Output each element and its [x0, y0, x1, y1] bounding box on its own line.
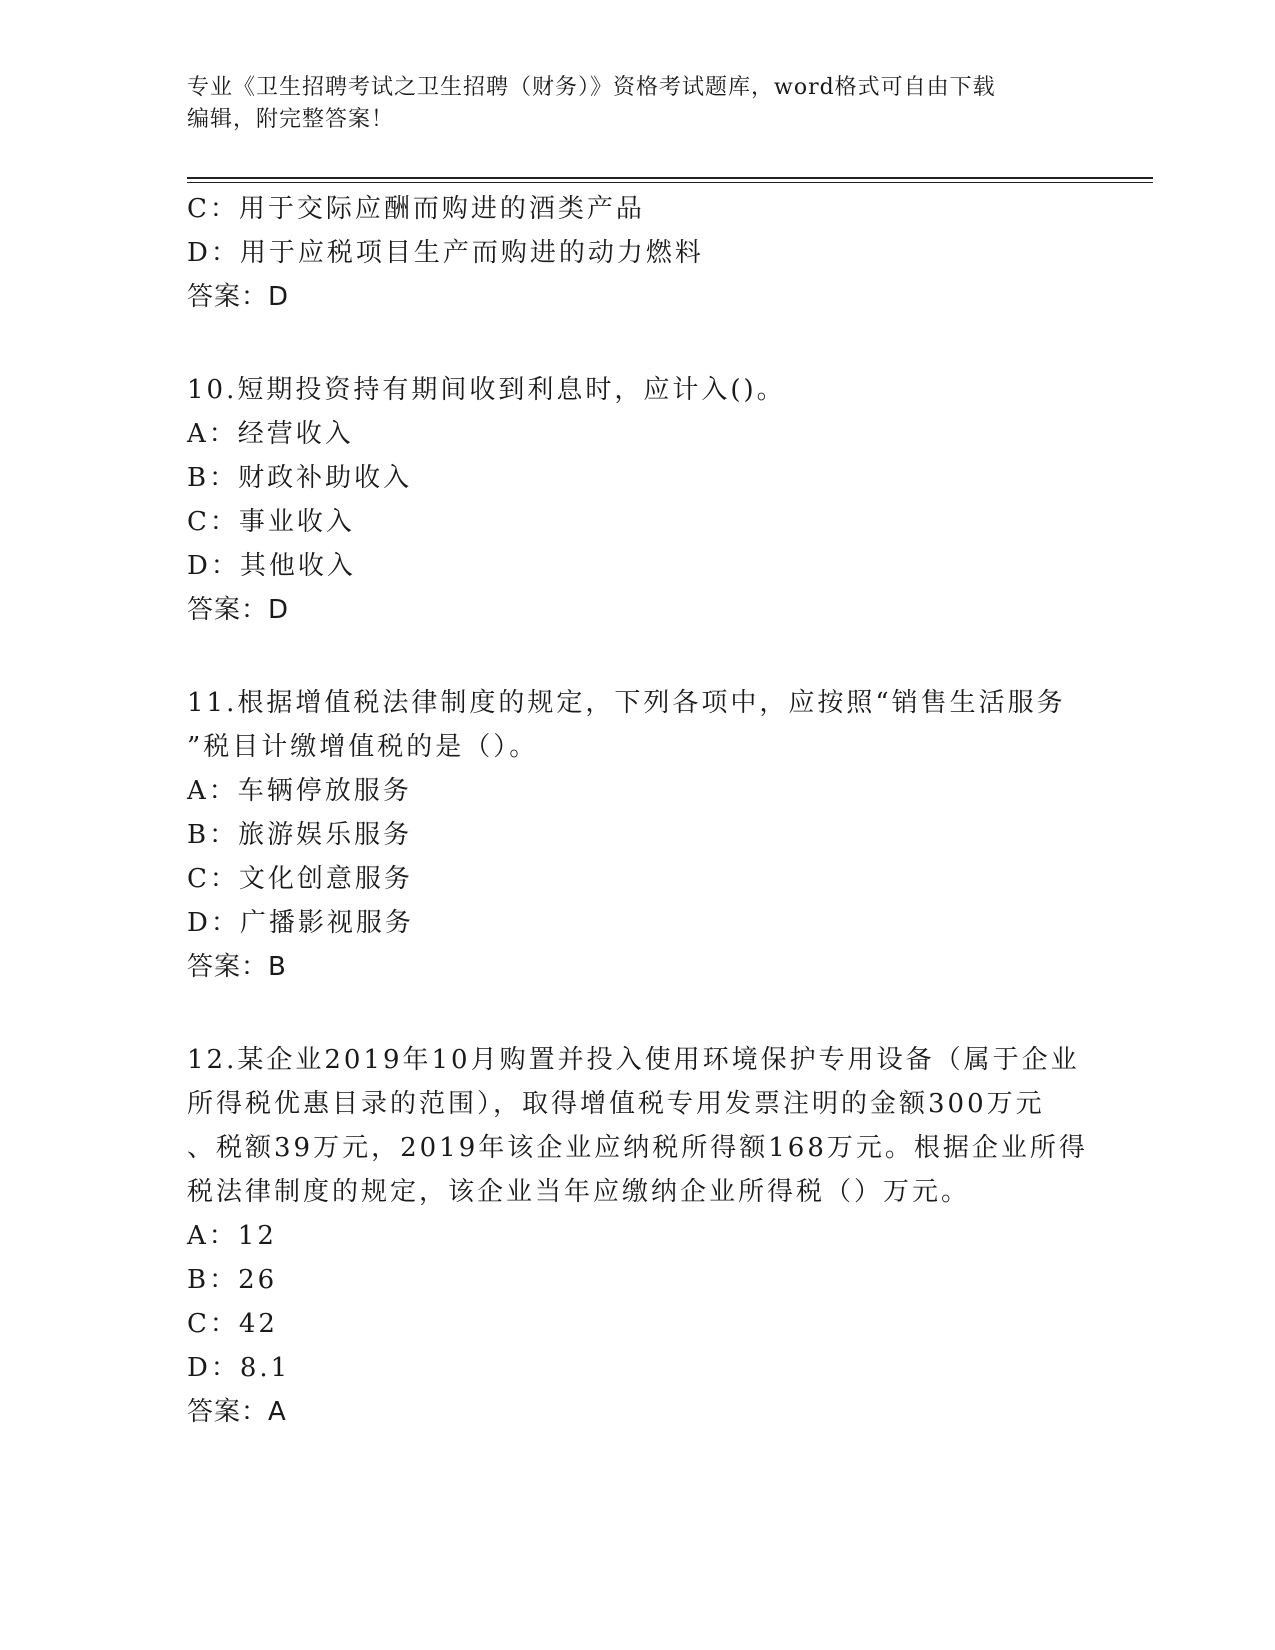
- q11-answer: 答案：B: [187, 952, 287, 982]
- q11-question-line-1: 11.根据增值税法律制度的规定，下列各项中，应按照“销售生活服务: [187, 688, 1066, 718]
- q12-option-b: B：26: [187, 1265, 278, 1295]
- q12-option-a: A：12: [187, 1221, 277, 1251]
- q9-option-c: C：用于交际应酬而购进的酒类产品: [187, 194, 645, 224]
- q12-answer: 答案：A: [187, 1397, 287, 1427]
- header-rule-thick: [187, 177, 1153, 179]
- q10-option-b: B：财政补助收入: [187, 463, 413, 493]
- q10-option-a: A：经营收入: [187, 419, 354, 449]
- q12-question-line-4: 税法律制度的规定，该企业当年应缴纳企业所得税（）万元。: [187, 1177, 971, 1207]
- q12-question-line-3: 、税额39万元，2019年该企业应纳税所得额168万元。根据企业所得: [187, 1133, 1088, 1163]
- q10-question: 10.短期投资持有期间收到利息时，应计入()。: [187, 375, 786, 405]
- q10-answer: 答案：D: [187, 595, 290, 625]
- q10-option-d: D：其他收入: [187, 551, 356, 581]
- q12-question-line-1: 12.某企业2019年10月购置并投入使用环境保护专用设备（属于企业: [187, 1045, 1080, 1075]
- document-header: [187, 72, 1087, 136]
- q10-option-c: C：事业收入: [187, 507, 355, 537]
- header-line-2: 编辑，附完整答案！: [187, 107, 395, 132]
- header-rule-thin: [187, 182, 1153, 183]
- q9-answer: 答案：D: [187, 282, 290, 312]
- q11-option-c: C：文化创意服务: [187, 864, 413, 894]
- q12-question-line-2: 所得税优惠目录的范围），取得增值税专用发票注明的金额300万元: [187, 1089, 1045, 1119]
- q11-option-d: D：广播影视服务: [187, 908, 414, 938]
- q11-question-line-2: ”税目计缴增值税的是（）。: [187, 732, 539, 762]
- q12-option-d: D：8.1: [187, 1353, 291, 1383]
- q12-option-c: C：42: [187, 1309, 278, 1339]
- q11-option-b: B：旅游娱乐服务: [187, 820, 413, 850]
- header-line-1: 专业《卫生招聘考试之卫生招聘（财务）》资格考试题库，word格式可自由下载: [187, 75, 996, 100]
- q11-option-a: A：车辆停放服务: [187, 776, 412, 806]
- q9-option-d: D：用于应税项目生产而购进的动力燃料: [187, 238, 704, 268]
